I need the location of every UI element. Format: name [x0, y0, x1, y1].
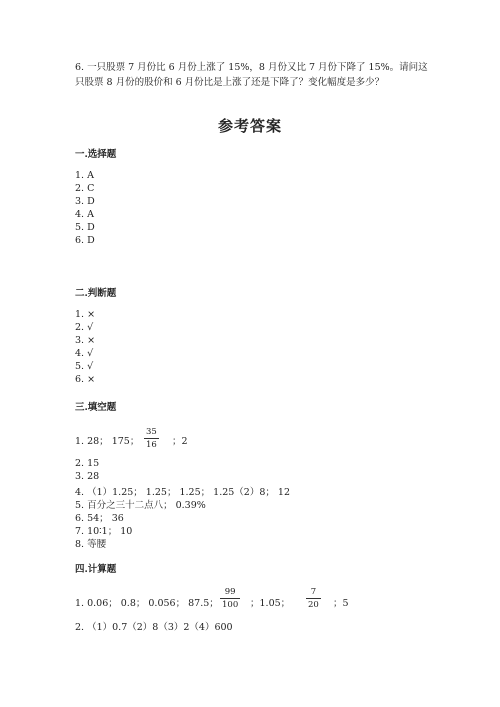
fraction-numerator: 35 — [146, 427, 157, 437]
question-6-line-1: 6. 一只股票 7 月份比 6 月份上涨了 15%，8 月份又比 7 月份下降了 15%。请问这 — [75, 62, 428, 73]
section-heading-judgement: 二.判断题 — [75, 288, 117, 299]
question-6 — [75, 60, 428, 90]
list-item: 6. D — [75, 235, 95, 246]
fraction-bar — [220, 598, 240, 599]
list-item: 3. × — [75, 335, 96, 346]
question-6-line-2: 只股票 8 月份的股价和 6 月份比是上涨了还是下降了？变化幅度是多少？ — [75, 77, 385, 88]
list-item: 6. 54； 36 — [75, 513, 124, 524]
fraction-bar — [306, 598, 321, 599]
fraction-bar — [144, 438, 159, 439]
list-item: 6. × — [75, 374, 96, 385]
fraction-denominator: 16 — [146, 440, 157, 450]
list-item: 8. 等腰 — [75, 539, 107, 550]
fraction-denominator: 100 — [222, 600, 239, 610]
fraction-numerator: 7 — [310, 587, 317, 597]
calc-item-1-mid: ；1.05； — [250, 598, 291, 609]
list-item: 4. （1）1.25； 1.25； 1.25； 1.25（2）8； 12 — [75, 487, 290, 498]
list-item: 7. 10∶1； 10 — [75, 526, 133, 537]
calc-item-1-prefix: 1. 0.06； 0.8； 0.056； 87.5； — [75, 598, 219, 609]
list-item: 3. D — [75, 196, 95, 207]
answer-title: 参考答案 — [217, 117, 282, 135]
list-item: 2. C — [75, 183, 95, 194]
list-item: 2. （1）0.7（2）8（3）2（4）600 — [75, 622, 233, 633]
list-item: 2. 15 — [75, 458, 100, 469]
fraction-denominator: 20 — [308, 600, 319, 610]
section-heading-fill-blank: 三.填空题 — [75, 402, 117, 413]
section-heading-calculation: 四.计算题 — [75, 564, 117, 575]
list-item: 1. A — [75, 170, 94, 181]
list-item: 3. 28 — [75, 471, 100, 482]
list-item: 5. D — [75, 222, 95, 233]
calc-item-1-suffix: ；5 — [333, 598, 349, 609]
list-item: 4. √ — [75, 348, 94, 359]
fill-item-1-suffix: ；2 — [172, 436, 188, 447]
fill-item-1-prefix: 1. 28； 175； — [75, 436, 140, 447]
fraction — [306, 587, 321, 610]
list-item: 2. √ — [75, 322, 94, 333]
fraction — [220, 587, 240, 610]
list-item: 5. √ — [75, 361, 94, 372]
section-heading-choice: 一.选择题 — [75, 149, 117, 160]
list-item: 5. 百分之三十二点八； 0.39% — [75, 500, 206, 511]
fraction — [144, 427, 159, 450]
fraction-numerator: 99 — [224, 587, 236, 597]
list-item: 4. A — [75, 209, 94, 220]
list-item: 1. × — [75, 309, 96, 320]
